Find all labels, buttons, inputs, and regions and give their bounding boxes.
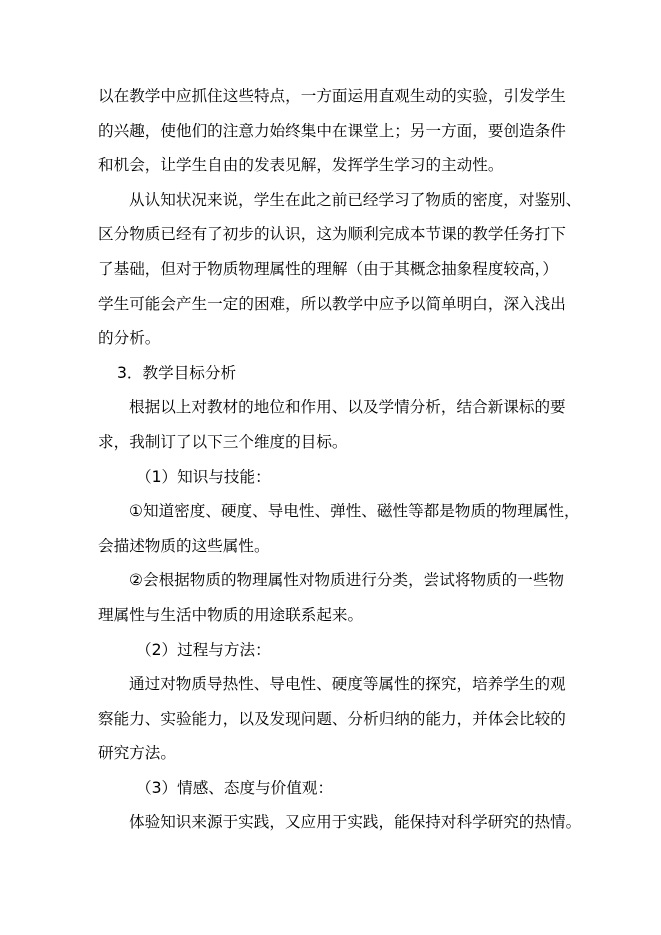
- document-body: [98, 79, 582, 840]
- text-line: 的分析。: [98, 329, 161, 348]
- text-line: 根据以上对教材的地位和作用、以及学情分析，结合新课标的要: [129, 398, 566, 417]
- text-line: 的兴趣，使他们的注意力始终集中在课堂上；另一方面，要创造条件: [98, 121, 566, 140]
- text-line: 学生可能会产生一定的困难，所以教学中应予以简单明白，深入浅出: [98, 294, 566, 313]
- subheading-knowledge-skills: [98, 460, 566, 495]
- text-line: 以在教学中应抓住这些特点，一方面运用直观生动的实验，引发学生: [98, 87, 566, 105]
- text-line: 求，我制订了以下三个维度的目标。: [98, 432, 348, 451]
- paragraph-process-methods: [98, 667, 566, 771]
- text-line: 体验知识来源于实践，又应用于实践，能保持对科学研究的热情。: [129, 813, 582, 832]
- subheading: （1）知识与技能：: [136, 467, 271, 486]
- text-line: 和机会，让学生自由的发表见解，发挥学生学习的主动性。: [98, 156, 504, 175]
- paragraph-objectives-intro: [98, 390, 566, 459]
- paragraph-teaching-focus: [98, 79, 566, 183]
- subheading-emotion-attitude: [98, 771, 566, 806]
- text-line: 理属性与生活中物质的用途联系起来。: [98, 605, 364, 624]
- text-line: 察能力、实验能力，以及发现问题、分析归纳的能力，并体会比较的: [98, 709, 566, 728]
- subheading: （2）过程与方法：: [136, 640, 271, 659]
- text-line: 研究方法。: [98, 744, 176, 763]
- text-line: ①知道密度、硬度、导电性、弹性、磁性等都是物质的物理属性，: [129, 502, 580, 521]
- text-line: 会描述物质的这些属性。: [98, 536, 270, 555]
- paragraph-cognitive-status: [98, 183, 582, 356]
- paragraph-objective-2: [98, 563, 566, 632]
- section-heading-objectives: [98, 356, 566, 391]
- text-line: 通过对物质导热性、导电性、硬度等属性的探究，培养学生的观: [129, 675, 566, 694]
- subheading-process-methods: [98, 633, 566, 668]
- paragraph-objective-1: [98, 494, 580, 563]
- text-line: 从认知状况来说，学生在此之前已经学习了物质的密度，对鉴别、: [129, 190, 582, 209]
- subheading: （3）情感、态度与价值观：: [136, 778, 334, 797]
- text-line: 了基础，但对于物质物理属性的理解（由于其概念抽象程度较高，）: [98, 259, 559, 278]
- text-line: ②会根据物质的物理属性对物质进行分类，尝试将物质的一些物: [129, 571, 565, 590]
- text-line: 区分物质已经有了初步的认识，这为顺利完成本节课的教学任务打下: [98, 225, 566, 244]
- paragraph-emotion-attitude: [98, 805, 582, 840]
- section-heading: 3．教学目标分析: [117, 363, 237, 382]
